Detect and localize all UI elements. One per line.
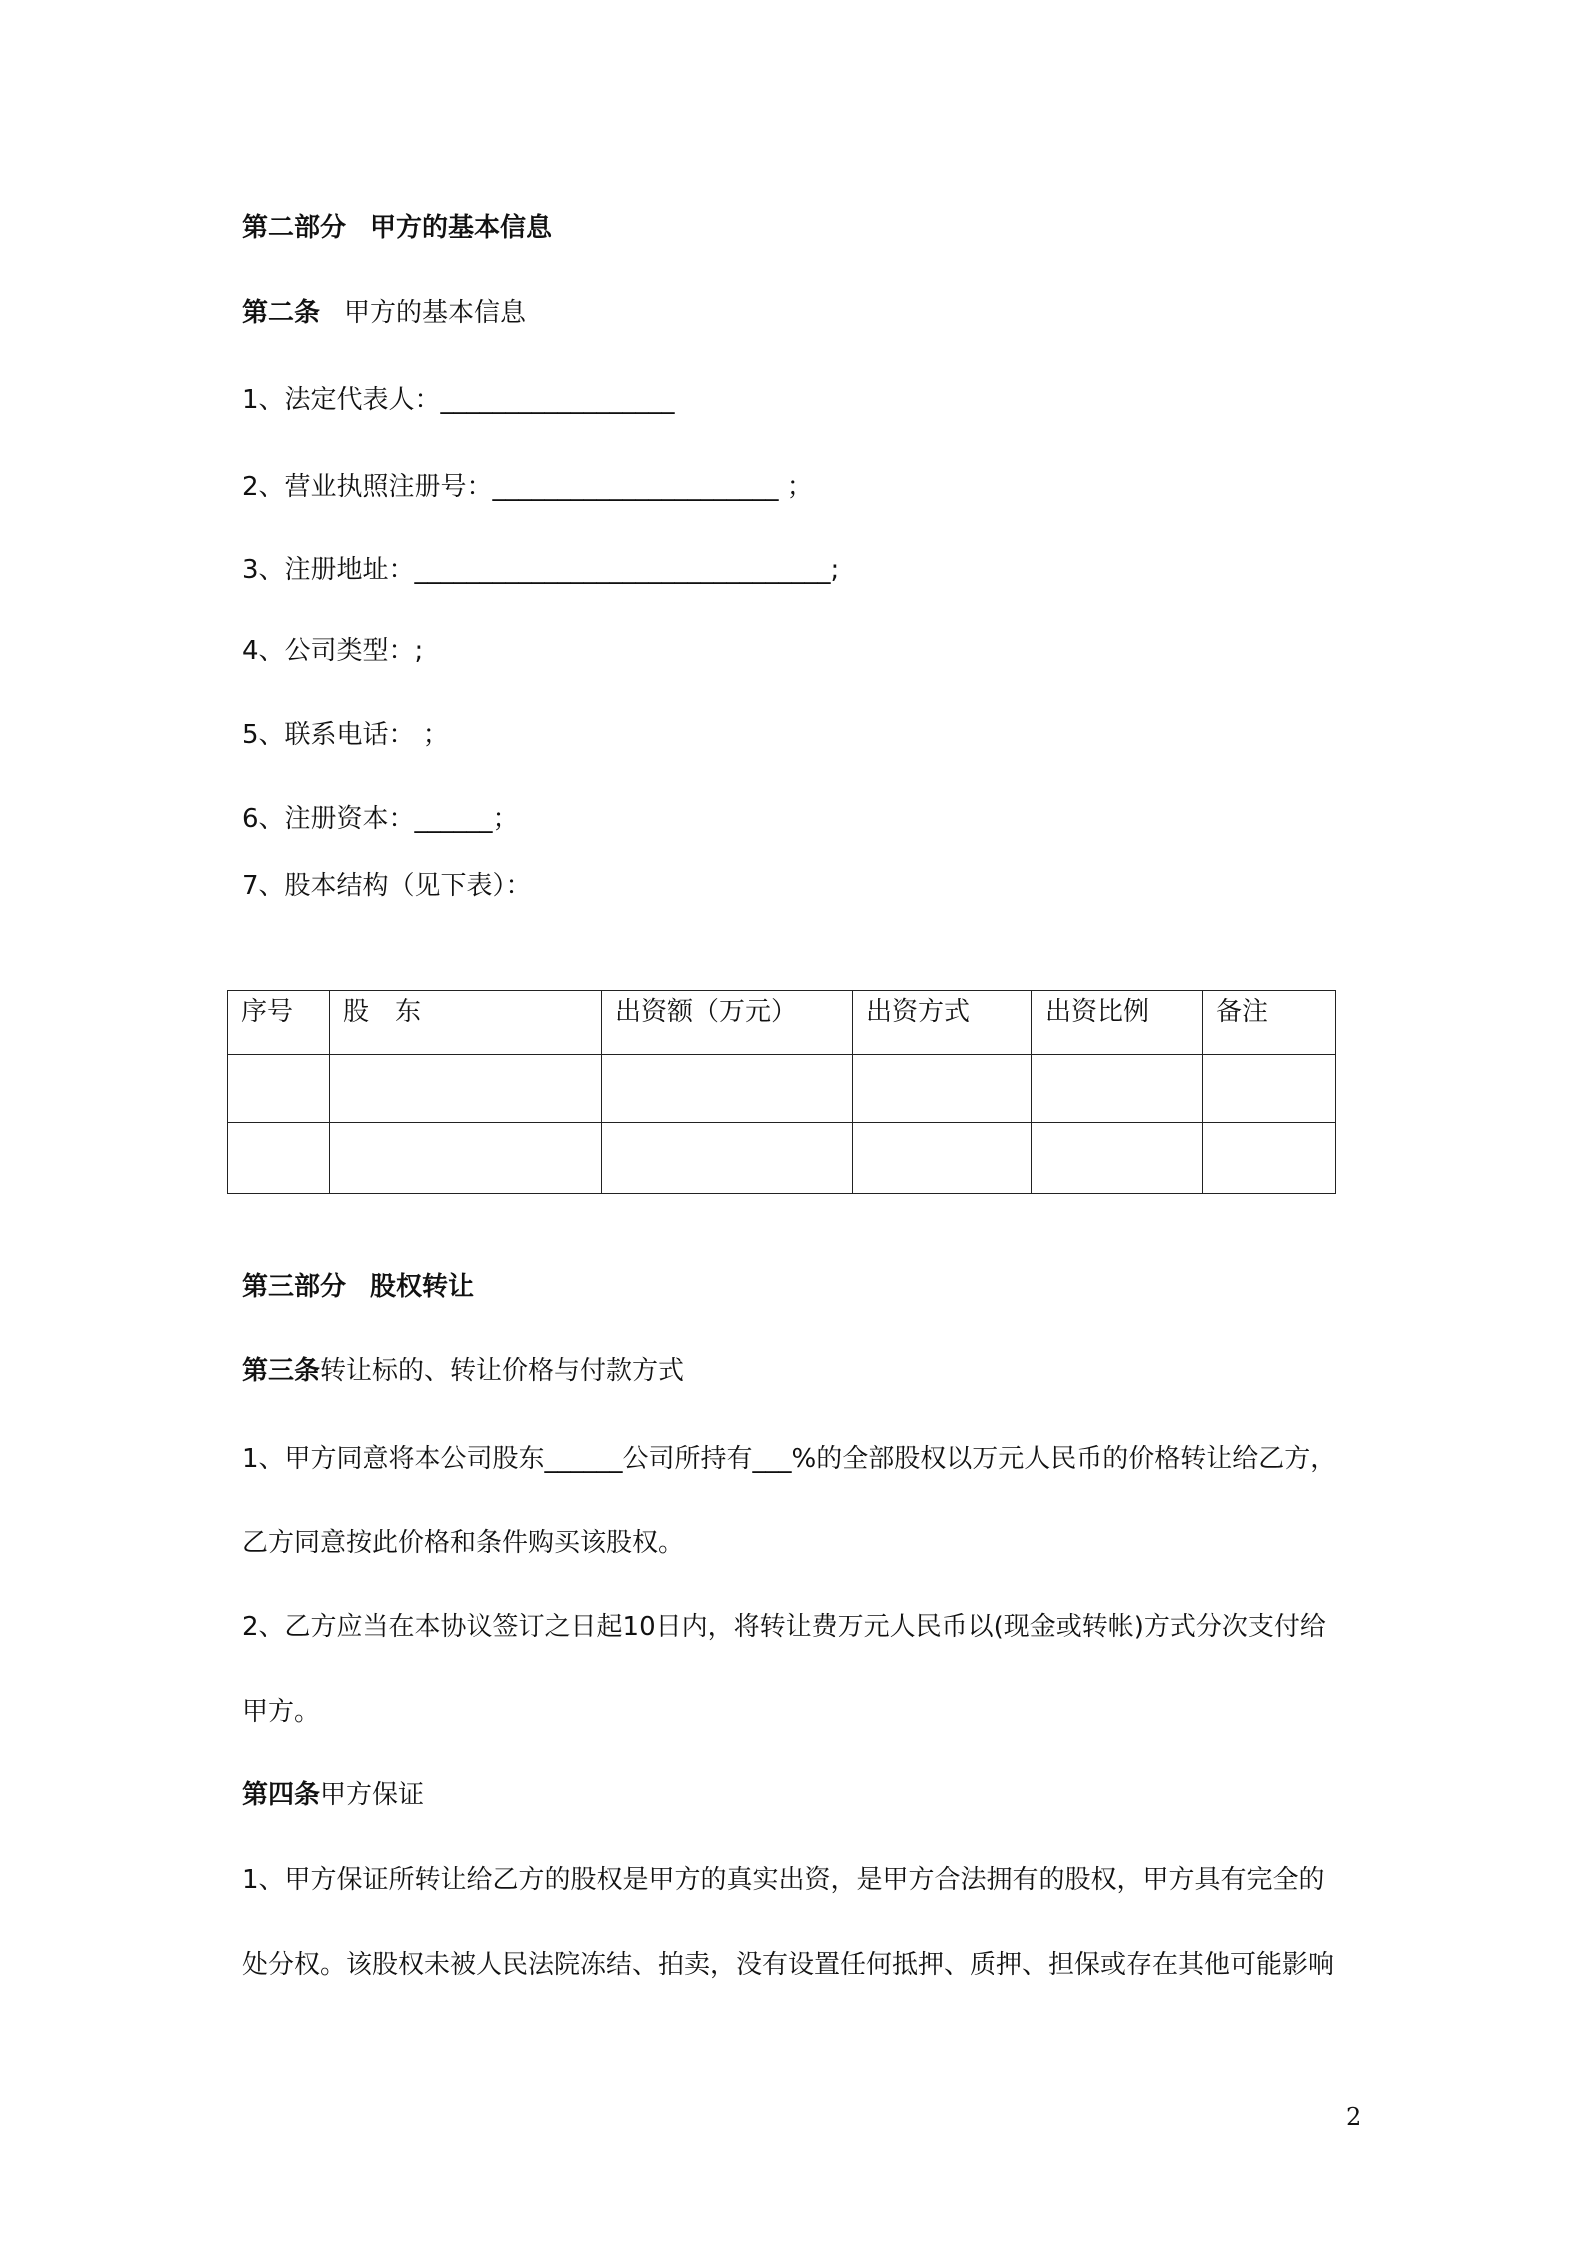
part2-heading-number: 第二部分 xyxy=(242,213,347,243)
transfer-clause-line-1: 1、甲方同意将本公司股东______公司所持有___%的全部股权以万元人民币的价格转让给乙方， xyxy=(242,1444,1337,1474)
transfer-clause-line-2: 乙方同意按此价格和条件购买该股权。 xyxy=(242,1528,685,1558)
article4-number: 第四条 xyxy=(242,1780,321,1810)
company-type-field: 4、公司类型：; xyxy=(242,636,424,666)
table-header-row xyxy=(228,991,1336,1055)
table-cell xyxy=(853,1055,1032,1123)
article3-number: 第三条 xyxy=(242,1356,321,1386)
header-capital-method: 出资方式 xyxy=(853,991,1032,1055)
table-row xyxy=(228,1055,1336,1123)
guarantee-clause-line-1: 1、甲方保证所转让给乙方的股权是甲方的真实出资，是甲方合法拥有的股权，甲方具有完全的 xyxy=(242,1865,1325,1895)
payment-clause-line-1: 2、乙方应当在本协议签订之日起10日内，将转让费万元人民币以(现金或转帐)方式分次支付给 xyxy=(242,1612,1326,1642)
table-cell xyxy=(330,1055,602,1123)
table-cell xyxy=(602,1123,853,1194)
part3-heading-title: 股权转让 xyxy=(370,1272,475,1302)
table-cell xyxy=(1203,1123,1336,1194)
share-structure-table xyxy=(227,990,1336,1194)
header-shareholder: 股 东 xyxy=(330,991,602,1055)
article3-heading xyxy=(242,1356,684,1386)
header-capital-ratio: 出资比例 xyxy=(1032,991,1203,1055)
page-number: 2 xyxy=(1346,2103,1362,2131)
header-serial: 序号 xyxy=(228,991,330,1055)
table-row xyxy=(228,1123,1336,1194)
part3-heading xyxy=(242,1272,474,1302)
payment-clause-line-2: 甲方。 xyxy=(242,1697,321,1727)
guarantee-clause-line-2: 处分权。该股权未被人民法院冻结、拍卖，没有设置任何抵押、质押、担保或存在其他可能影响 xyxy=(242,1950,1335,1980)
table-cell xyxy=(1032,1055,1203,1123)
share-structure-label: 7、股本结构（见下表）： xyxy=(242,871,532,901)
table-cell xyxy=(330,1123,602,1194)
header-remarks: 备注 xyxy=(1203,991,1336,1055)
part2-heading xyxy=(242,213,552,243)
table-cell xyxy=(228,1123,330,1194)
part2-heading-title: 甲方的基本信息 xyxy=(370,213,553,243)
part3-heading-number: 第三部分 xyxy=(242,1272,347,1302)
article4-title: 甲方保证 xyxy=(320,1780,425,1810)
article2-title: 甲方的基本信息 xyxy=(344,298,527,328)
table-cell xyxy=(602,1055,853,1123)
table-cell xyxy=(228,1055,330,1123)
article3-title: 转让标的、转让价格与付款方式 xyxy=(320,1356,685,1386)
article2-number: 第二条 xyxy=(242,298,321,328)
table-cell xyxy=(853,1123,1032,1194)
phone-field: 5、联系电话： ； xyxy=(242,720,449,750)
legal-representative-field: 1、法定代表人：__________________ xyxy=(242,385,675,415)
registered-capital-field: 6、注册资本：______； xyxy=(242,804,519,834)
article2-heading xyxy=(242,298,526,328)
business-license-field: 2、营业执照注册号：______________________ ； xyxy=(242,472,813,502)
registered-address-field: 3、注册地址：________________________________; xyxy=(242,555,840,585)
table-cell xyxy=(1203,1055,1336,1123)
article4-heading xyxy=(242,1780,424,1810)
header-capital-amount: 出资额（万元） xyxy=(602,991,853,1055)
table-cell xyxy=(1032,1123,1203,1194)
